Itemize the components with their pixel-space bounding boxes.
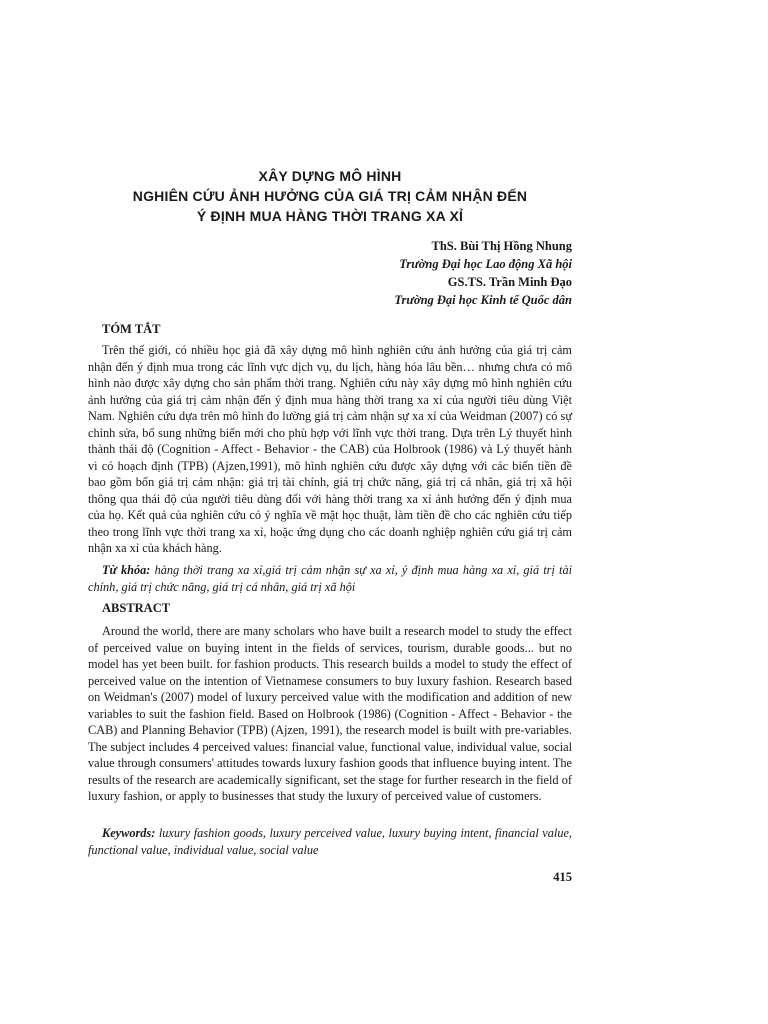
vi-keywords-text: hàng thời trang xa xỉ,giá trị cảm nhận sự xa xỉ, ý định mua hàng xa xỉ, giá trị tài chính, giá trị chức năng, giá trị cá nhân, giá trị xã hội — [88, 563, 573, 594]
vi-keywords — [88, 562, 572, 595]
page-number: 415 — [553, 870, 572, 884]
en-keywords — [88, 825, 572, 858]
title-line-3: Ý ĐỊNH MUA HÀNG THỜI TRANG XA XỈ — [196, 208, 464, 224]
author-2-name: GS.TS. Trần Minh Đạo — [447, 275, 572, 289]
en-keywords-text: luxury fashion goods, luxury perceived value, luxury buying intent, financial value, functional value, individual value, social value — [88, 826, 573, 857]
en-abstract-body: Around the world, there are many scholars who have built a research model to study the effect of perceived value on buying intent in the fields of services, tourism, durable goods... but no model has yet been built. for fashion products. This research builds a model to study the effect of perceived value on the intention of Vietnamese consumers to buy luxury fashion. Research based on Weidman's (2007) model of luxury perceived value with the modification and addition of new variables to suit the fashion field. Based on Holbrook (1986) (Cognition - Affect - Behavior - the CAB) and Planning Behavior (TPB) (Ajzen, 1991), the research model is built with pre-variables. The subject includes 4 perceived values: financial value, functional value, individual value, social value through consumers' attitudes towards luxury fashion goods that influence buying intent. The results of the research are academically significant, set the stage for further research in the field of luxury fashion, or apply to businesses that study the luxury of perceived value of customers. — [88, 624, 572, 803]
author-1-affiliation: Trường Đại học Lao động Xã hội — [399, 257, 572, 271]
author-1-name: ThS. Bùi Thị Hồng Nhung — [431, 239, 572, 253]
author-2-affiliation: Trường Đại học Kinh tế Quốc dân — [394, 293, 572, 307]
en-keywords-label: Keywords: — [102, 826, 156, 840]
title-line-1: XÂY DỰNG MÔ HÌNH — [258, 168, 402, 184]
en-abstract-heading: ABSTRACT — [102, 601, 171, 615]
paper-page — [88, 0, 572, 1024]
vi-keywords-label: Từ khóa: — [102, 563, 151, 577]
vi-abstract-heading: TÓM TẮT — [102, 322, 161, 336]
vi-abstract-body: Trên thế giới, có nhiều học giả đã xây dựng mô hình nghiên cứu ảnh hưởng của giá trị cảm nhận đến ý định mua trong các lĩnh vực dịch vụ, du lịch, hàng hóa lâu bền… nhưng chưa có mô hình nào được xây dựng cho sản phẩm thời trang. Nghiên cứu này xây dựng mô hình nghiên cứu ảnh hưởng của giá trị cảm nhận đến ý định mua hàng thời trang xa xỉ của người tiêu dùng Việt Nam. Nghiên cứu dựa trên mô hình đo lường giá trị cảm nhận sự xa xỉ của Weidman (2007) có sự chỉnh sửa, bổ sung những biến mới cho phù hợp với lĩnh vực thời trang. Dựa trên Lý thuyết hình thành thái độ (Cognition - Affect - Behavior - the CAB) của Holbrook (1986) và Lý thuyết hành vi có hoạch định (TPB) (Ajzen,1991), mô hình nghiên cứu được xây dựng với các biến tiền đề bao gồm bốn giá trị cảm nhận: giá trị tài chính, giá trị chức năng, giá trị cá nhân, giá trị xã hội thông qua thái độ của người tiêu dùng đối với hàng thời trang xa xỉ ảnh hưởng đến ý định mua của họ. Kết quả của nghiên cứu có ý nghĩa về mặt học thuật, làm tiền đề cho các nghiên cứu tiếp theo trong lĩnh vực thời trang xa xỉ, hoặc ứng dụng cho các doanh nghiệp nghiên cứu giá trị cảm nhận xa xỉ của khách hàng. — [88, 343, 572, 555]
title-line-2: NGHIÊN CỨU ẢNH HƯỞNG CỦA GIÁ TRỊ CẢM NHẬN ĐẾN — [132, 188, 528, 204]
